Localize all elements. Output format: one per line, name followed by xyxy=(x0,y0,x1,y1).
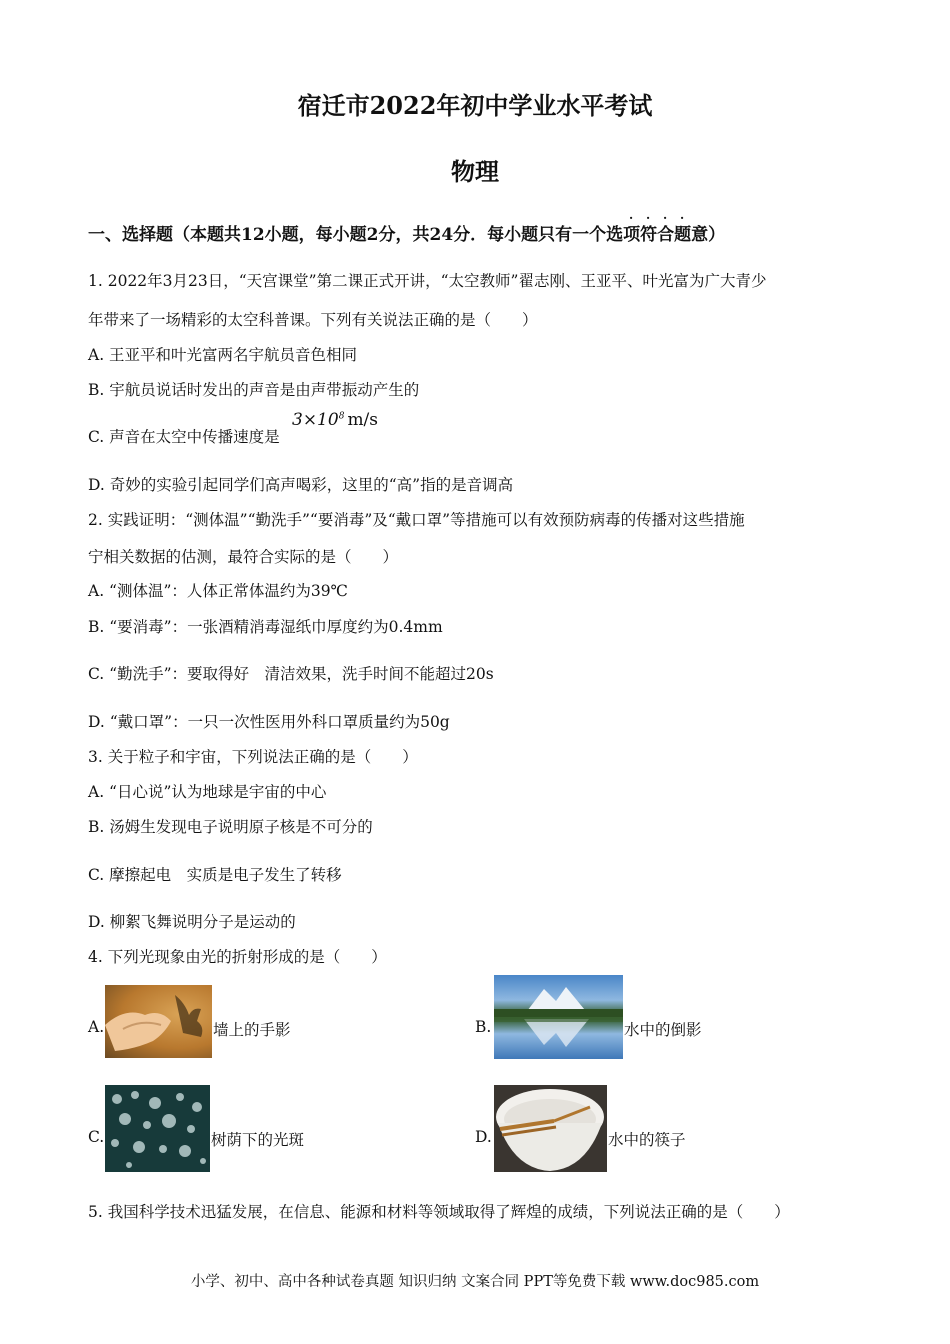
emphasis-dot: · xyxy=(680,211,685,225)
q4-option-d-letter: D. xyxy=(475,1128,492,1146)
formula-unit: m/s xyxy=(347,410,379,430)
emphasis-dot: · xyxy=(663,211,668,225)
lake-reflection-photo xyxy=(494,975,623,1059)
light-spots-photo xyxy=(105,1085,210,1172)
formula-base: 3×10 xyxy=(292,410,339,430)
q1-stem-line2: 年带来了一场精彩的太空科普课。下列有关说法正确的是（ ） xyxy=(88,311,538,329)
q4-stem: 4. 下列光现象由光的折射形成的是（ ） xyxy=(88,948,387,966)
q1-stem-line1: 1. 2022年3月23日，“天宫课堂”第二课正式开讲，“太空教师”翟志刚、王亚平、叶光富为广大青少 xyxy=(88,272,767,290)
q1-option-c xyxy=(88,425,280,447)
q2-option-b: B. “要消毒”：一张酒精消毒湿纸巾厚度约为0.4mm xyxy=(88,618,443,636)
q5-stem: 5. 我国科学技术迅猛发展，在信息、能源和材料等领域取得了辉煌的成绩，下列说法正确的是（ ） xyxy=(88,1203,790,1221)
exam-title: 宿迁市2022年初中学业水平考试 xyxy=(297,91,653,120)
q3-option-b: B. 汤姆生发现电子说明原子核是不可分的 xyxy=(88,818,373,836)
q3-stem: 3. 关于粒子和宇宙，下列说法正确的是（ ） xyxy=(88,748,418,766)
formula-exponent: 8 xyxy=(338,411,345,422)
chopsticks-bowl-photo xyxy=(494,1085,607,1172)
emphasis-dot: · xyxy=(646,211,651,225)
page-footer: 小学、初中、高中各种试卷真题 知识归纳 文案合同 PPT等免费下载 www.doc985.com xyxy=(190,1274,760,1290)
q1-option-a: A. 王亚平和叶光富两名宇航员音色相同 xyxy=(88,346,358,364)
q1-option-b: B. 宇航员说话时发出的声音是由声带振动产生的 xyxy=(88,381,420,399)
q1-option-c-text: C. 声音在太空中传播速度是 xyxy=(88,428,280,446)
q4-option-a-letter: A. xyxy=(88,1018,105,1036)
subject-title: 物理 xyxy=(451,157,499,186)
q4-option-b-letter: B. xyxy=(475,1018,492,1036)
q3-option-a: A. “日心说”认为地球是宇宙的中心 xyxy=(88,783,327,801)
q2-stem-line2: 宁相关数据的估测，最符合实际的是（ ） xyxy=(88,548,399,566)
q3-option-d: D. 柳絮飞舞说明分子是运动的 xyxy=(88,913,296,931)
q2-stem-line1: 2. 实践证明：“测体温”“勤洗手”“要消毒”及“戴口罩”等措施可以有效预防病毒的传播对这些措施 xyxy=(88,511,745,529)
q4-option-b-caption: 水中的倒影 xyxy=(624,1021,702,1039)
q2-option-d: D. “戴口罩”：一只一次性医用外科口罩质量约为50g xyxy=(88,713,450,731)
q4-option-a-caption: 墙上的手影 xyxy=(213,1021,291,1039)
q4-option-c-caption: 树荫下的光斑 xyxy=(211,1131,305,1149)
hand-shadow-photo xyxy=(105,985,212,1058)
q2-option-c: C. “勤洗手”：要取得好 清洁效果，洗手时间不能超过20s xyxy=(88,665,494,683)
q1-option-d: D. 奇妙的实验引起同学们高声喝彩，这里的“高”指的是音调高 xyxy=(88,476,514,494)
q2-option-a: A. “测体温”：人体正常体温约为39℃ xyxy=(88,582,348,600)
q3-option-c: C. 摩擦起电 实质是电子发生了转移 xyxy=(88,866,342,884)
emphasis-dot: · xyxy=(629,211,634,225)
q4-option-d-caption: 水中的筷子 xyxy=(608,1131,686,1149)
section-heading: 一、选择题（本题共12小题，每小题2分，共24分．每小题只有一个选项符合题意） xyxy=(88,225,726,245)
q1-formula xyxy=(292,410,378,430)
q4-option-c-letter: C. xyxy=(88,1128,105,1146)
